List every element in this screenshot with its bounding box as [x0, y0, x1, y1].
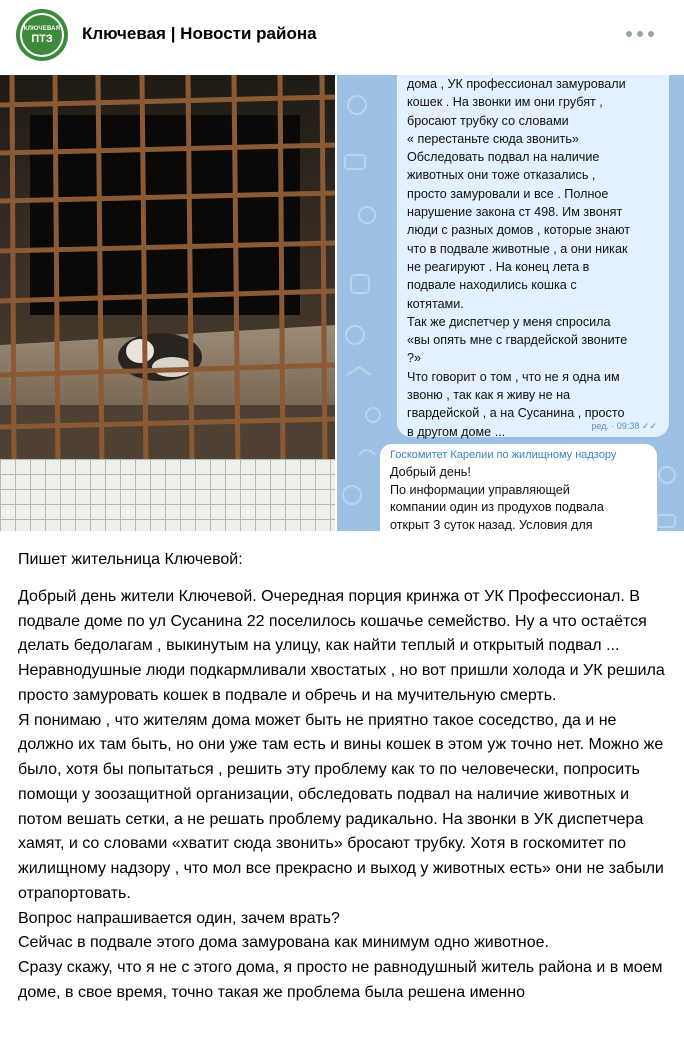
post-paragraph: Добрый день жители Ключевой. Очередная порция кринжа от УК Профессионал. В подвале доме по ул Сусанина 22 поселилось кошачье семейство. Ну а что остаётся делать бедолагам , выкинутым на улицу, как найти теплый и открытый подвал ...	[18, 587, 647, 655]
tile-floor	[0, 459, 335, 531]
post-intro: Пишет жительница Ключевой:	[18, 551, 243, 568]
photo-chat-screenshot[interactable]	[337, 75, 684, 531]
community-title[interactable]: Ключевая | Новости района	[82, 24, 317, 43]
post-paragraph: Неравнодушные люди подкармливали хвостатых , но вот пришли холода и УК решила просто замуровать кошек в подвале и обречь и на мучительную смерть.	[18, 662, 665, 704]
chat-message-text: дома , УК профессионал замуровали кошек . На звонки им они грубят , бросают трубку со словами « перестаньте сюда звонить» Обследовать подвал на наличие животных они тоже отказались , просто замуровали и все . Полное нарушение закона ст 498. Им звонят люди с разных домов , которые знают что в подвале животные , а они никак не реагируют . На конец лета в подвале находились кошка с котятами. Так же диспетчер у меня спросила «вы опять мне с гвардейской звоните ?» Что говорит о том , что не я одна им звоню , так как я живу не на гвардейской , а на Сусанина , просто в другом доме ...	[407, 77, 631, 439]
avatar-logo-line2: ПТЗ	[31, 32, 53, 45]
photo-basement-grate[interactable]	[0, 75, 335, 531]
post-text	[18, 548, 668, 1006]
post-paragraph: Сейчас в подвале этого дома замурована как минимум одно животное.	[18, 934, 549, 952]
chat-message-meta: ред. · 09:38 ✓✓	[591, 421, 657, 431]
post-header	[0, 0, 684, 72]
chat-reply-bubble	[380, 444, 657, 531]
chat-message-bubble	[397, 75, 669, 437]
post-photos	[0, 75, 684, 531]
more-dots-icon[interactable]	[626, 22, 654, 46]
community-avatar[interactable]	[16, 9, 68, 61]
post-paragraph: Я понимаю , что жителям дома может быть не приятно такое соседство, да и не должно их там быть, но они уже там есть и вины кошек в этом уж точно нет. Можно же было, хотя бы попытаться , решить эту проблему как то по человечески, попросить помощи у зоозащитной организации, обследовать подвал на наличие животных и потом вешать сетки, а не решать проблему радикально. На звонки в УК диспетчера хамят, и со словами «хватит сюда звонить» бросают трубку. Хотя в госкомитет по жилищному надзору , что мол все прекрасно и выход у животных есть» они не забыли отрапортовать.	[18, 711, 664, 902]
chat-reply-sender: Госкомитет Карелии по жилищному надзору	[390, 449, 617, 461]
avatar-logo-line1: КЛЮЧЕВАЯ	[23, 25, 61, 32]
chat-reply-text: Добрый день! По информации управляющей компании один из продухов подвала открыт 3 суток назад. Условия для	[390, 465, 604, 531]
avatar-logo	[20, 13, 64, 57]
post-paragraph: Вопрос напрашивается один, зачем врать?	[18, 909, 340, 927]
post-paragraph: Сразу скажу, что я не с этого дома, я просто не равнодушный житель района и в моем доме, в свое время, точно такая же проблема была решена именно	[18, 959, 663, 1001]
